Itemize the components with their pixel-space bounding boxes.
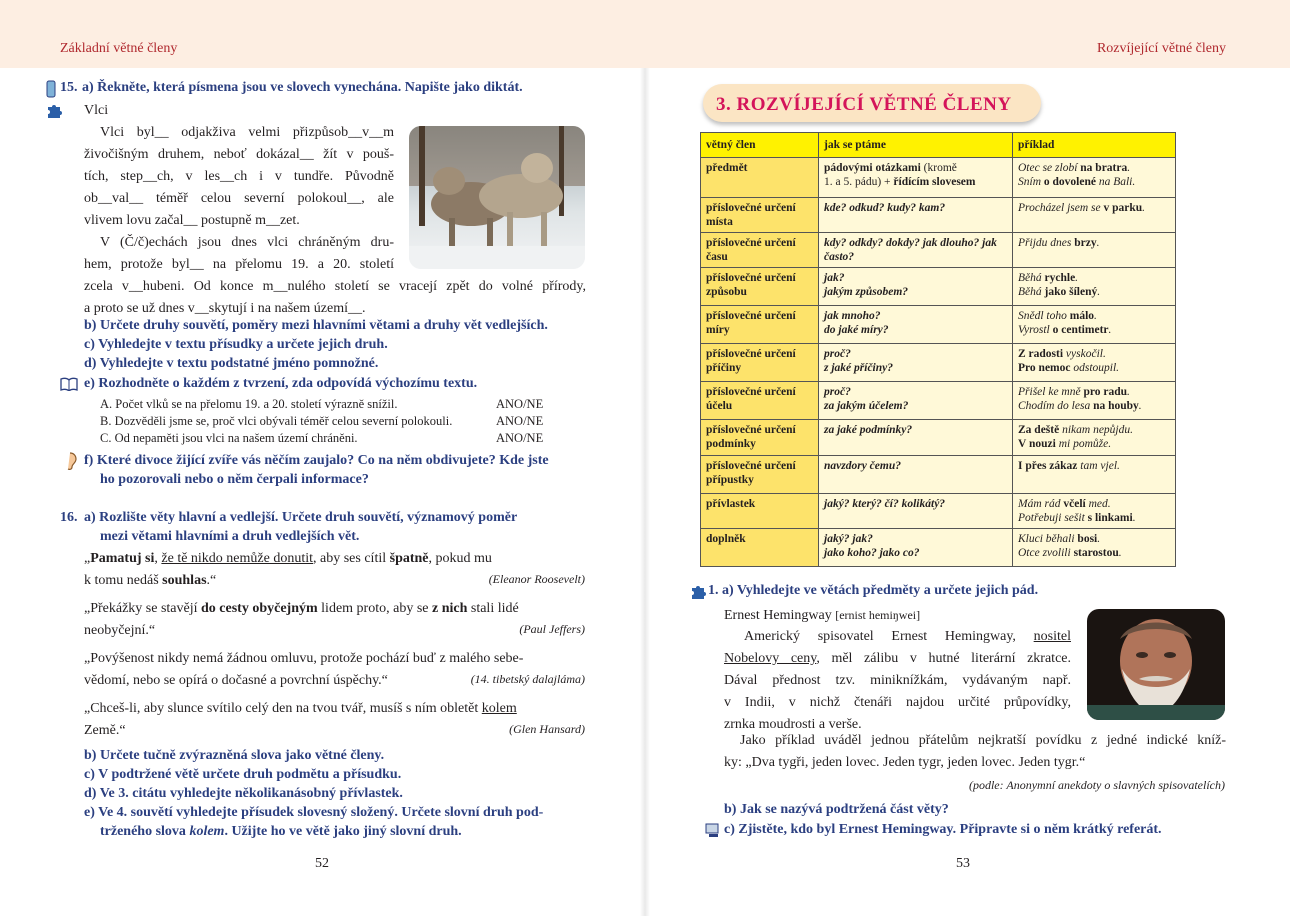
quote-2-author: (Paul Jeffers) <box>519 622 585 636</box>
exercise-15f-line1: f) Které divoce žijící zvíře vás něčím zaujalo? Co na něm obdivujete? Kde jste <box>84 453 549 468</box>
page-header-band <box>0 0 1290 68</box>
writing-icon <box>44 80 58 103</box>
sentence-members-table <box>700 132 1176 567</box>
table-header-row <box>701 133 1176 158</box>
table-row: příslovečné určení účelu proč? za jakým účelem? Přišel ke mně pro radu. Chodím do lesa na houby. <box>701 382 1176 420</box>
quote-1: „Pamatuj si, že tě nikdo nemůže donutit, aby ses cítil špatně, pokud mu k tomu nedáš souhlas.“ <box>84 551 492 588</box>
book-spine <box>640 68 650 916</box>
table-row: předmět pádovými otázkami (kromě 1. a 5. pádu) + řídícím slovesem Otec se zlobí na bratra. Sním o dovolené na Bali. <box>701 158 1176 198</box>
statement-a-answer: ANO/NE <box>496 397 544 411</box>
ear-icon <box>62 452 78 475</box>
exercise-1a: 1. a) Vyhledejte ve větách předměty a určete jejich pád. <box>708 583 1039 598</box>
page-number-right: 53 <box>956 856 970 871</box>
exercise-15d: d) Vyhledejte v textu podstatné jméno pomnožné. <box>84 356 379 371</box>
exercise-1c: c) Zjistěte, kdo byl Ernest Hemingway. Připravte si o něm krátký referát. <box>724 822 1162 837</box>
exercise-16e-line1: e) Ve 4. souvětí vyhledejte přísudek slovesný složený. Určete slovní druh pod- <box>84 805 544 820</box>
statement-b-answer: ANO/NE <box>496 414 544 428</box>
computer-icon <box>705 822 721 843</box>
table-row: přívlastek jaký? který? čí? kolikátý? Mám rád včelí med. Potřebuji sešit s linkami. <box>701 494 1176 529</box>
open-book-icon <box>60 377 78 396</box>
puzzle-icon <box>690 583 706 604</box>
table-header-cell: větný člen <box>701 133 819 158</box>
exercise-16a-line2: mezi větami hlavními a druh vedlejších vět. <box>100 529 360 544</box>
table-row: příslovečné určení způsobu jak? jakým způsobem? Běhá rychle. Běhá jako šílený. <box>701 268 1176 306</box>
table-header-cell: příklad <box>1013 133 1176 158</box>
table-row: příslovečné určení místa kde? odkud? kudy? kam? Procházel jsem se v parku. <box>701 198 1176 233</box>
story-title: Vlci <box>84 103 109 118</box>
table-header-cell: jak se ptáme <box>819 133 1013 158</box>
author-heading: Ernest Hemingway [ernist hemiŋwei] <box>724 608 921 623</box>
table-row: příslovečné určení míry jak mnoho? do jaké míry? Snědl toho málo. Vyrostl o centimetr. <box>701 306 1176 344</box>
table-row: příslovečné určení podmínky za jaké podmínky? Za deště nikam nepůjdu. V nouzi mi pomůže. <box>701 420 1176 456</box>
statement-a: A. Počet vlků se na přelomu 19. a 20. století výrazně snížil. ANO/NE <box>100 397 544 411</box>
exercise-15c: c) Vyhledejte v textu přísudky a určete jejich druh. <box>84 337 388 352</box>
page-number-left: 52 <box>315 856 329 871</box>
exercise-15a-instruction: a) Řekněte, která písmena jsou ve slovech vynechána. Napište jako diktát. <box>82 80 523 95</box>
table-row: příslovečné určení času kdy? odkdy? dokdy? jak dlouho? jak často? Přijdu dnes brzy. <box>701 233 1176 268</box>
table-row: příslovečné určení přípustky navzdory čemu? I přes zákaz tam vjel. <box>701 456 1176 494</box>
exercise-16e-line2: trženého slova kolem. Užijte ho ve větě jako jiný slovní druh. <box>100 824 462 839</box>
hemingway-portrait <box>1087 609 1225 720</box>
exercise-16b: b) Určete tučně zvýrazněná slova jako větné členy. <box>84 748 385 763</box>
exercise-1b: b) Jak se nazývá podtržená část věty? <box>724 802 949 817</box>
story-paragraph-1: Vlci byl__ odjakživa velmi přizpůsob__v__m živočišným druhem, neboť dokázal__ žít v pouš- tích, step__ch, v les__ch i v tundře. Původně ob__val__ téměř celou severní polokoul__, ale vlivem lovu začal__ postupně m__zet. V (Č/č)echách jsou dnes vlci chráněným dru- hem, protože byl__ na přelomu 19. a 20. století <box>84 125 394 272</box>
running-header-left: Základní větné členy <box>60 41 178 56</box>
quote-3-author: (14. tibetský dalajláma) <box>470 672 585 686</box>
exercise-16d: d) Ve 3. citátu vyhledejte několikanásobný přívlastek. <box>84 786 403 801</box>
story-paragraph-2: zcela v__hubeni. Od konce m__nulého století se vracejí zpět do volné přírody, a proto se už dnes v__skytují i na našem území__. <box>84 279 586 316</box>
quote-4-author: (Glen Hansard) <box>509 722 585 736</box>
quote-3: „Povýšenost nikdy nemá žádnou omluvu, protože pochází buď z malého sebe- vědomí, nebo se opírá o dočasné a povrchní úspěchy.“ <box>84 651 524 688</box>
statement-c: C. Od nepaměti jsou vlci na našem území chráněni. ANO/NE <box>100 431 544 445</box>
wolves-photo <box>409 126 585 269</box>
statement-c-answer: ANO/NE <box>496 431 544 445</box>
statement-b: B. Dozvěděli jsme se, proč vlci obývali téměř celou severní polokouli. ANO/NE <box>100 414 544 428</box>
chapter-title: 3. ROZVÍJEJÍCÍ VĚTNÉ ČLENY <box>716 94 1012 115</box>
hemingway-paragraph-1: Americký spisovatel Ernest Hemingway, nositel Nobelovy ceny, měl zálibu v hutné literární zkratce. Dával přednost tzv. miniknížkám, vydávaným např. v Indii, v nichž čtenáři najdou určité průpovídky, zrnka moudrosti a verše. <box>724 629 1071 732</box>
quote-1-author: (Eleanor Roosevelt) <box>488 572 585 586</box>
quote-4: „Chceš-li, aby slunce svítilo celý den na tvou tvář, musíš s ním obletět kolem Země.“ <box>84 701 517 738</box>
exercise-16a-line1: a) Rozlište věty hlavní a vedlejší. Určete druh souvětí, významový poměr <box>84 510 518 525</box>
hemingway-paragraph-2: Jako příklad uváděl jednou přátelům nejkratší povídku z jedné indické kníž- ky: „Dva tygři, jeden lovec. Jeden tygr, jeden lovec. Jeden tygr.“ <box>724 733 1226 770</box>
running-header-right: Rozvíjející větné členy <box>1096 41 1226 56</box>
exercise-16-number: 16. <box>60 510 78 525</box>
table-row: příslovečné určení příčiny proč? z jaké příčiny? Z radosti vyskočil. Pro nemoc odstoupil. <box>701 344 1176 382</box>
exercise-15b: b) Určete druhy souvětí, poměry mezi hlavními větami a druhy vět vedlejších. <box>84 318 548 333</box>
exercise-15-number: 15. <box>60 80 78 95</box>
table-row: doplněk jaký? jak? jako koho? jako co? Kluci běhali bosi. Otce zvolili starostou. <box>701 529 1176 567</box>
source-citation: (podle: Anonymní anekdoty o slavných spisovatelích) <box>968 778 1225 792</box>
exercise-15f-line2: ho pozorovali nebo o něm čerpali informace? <box>100 472 369 487</box>
exercise-16c: c) V podtržené větě určete druh podmětu a přísudku. <box>84 767 402 782</box>
exercise-15e: e) Rozhodněte o každém z tvrzení, zda odpovídá výchozímu textu. <box>84 376 478 391</box>
puzzle-icon <box>46 102 62 123</box>
quote-2: „Překážky se stavějí do cesty obyčejným lidem proto, aby se z nich stali lidé neobyčejní.“ <box>84 601 519 638</box>
pronunciation: [ernist hemiŋwei] <box>835 608 921 622</box>
